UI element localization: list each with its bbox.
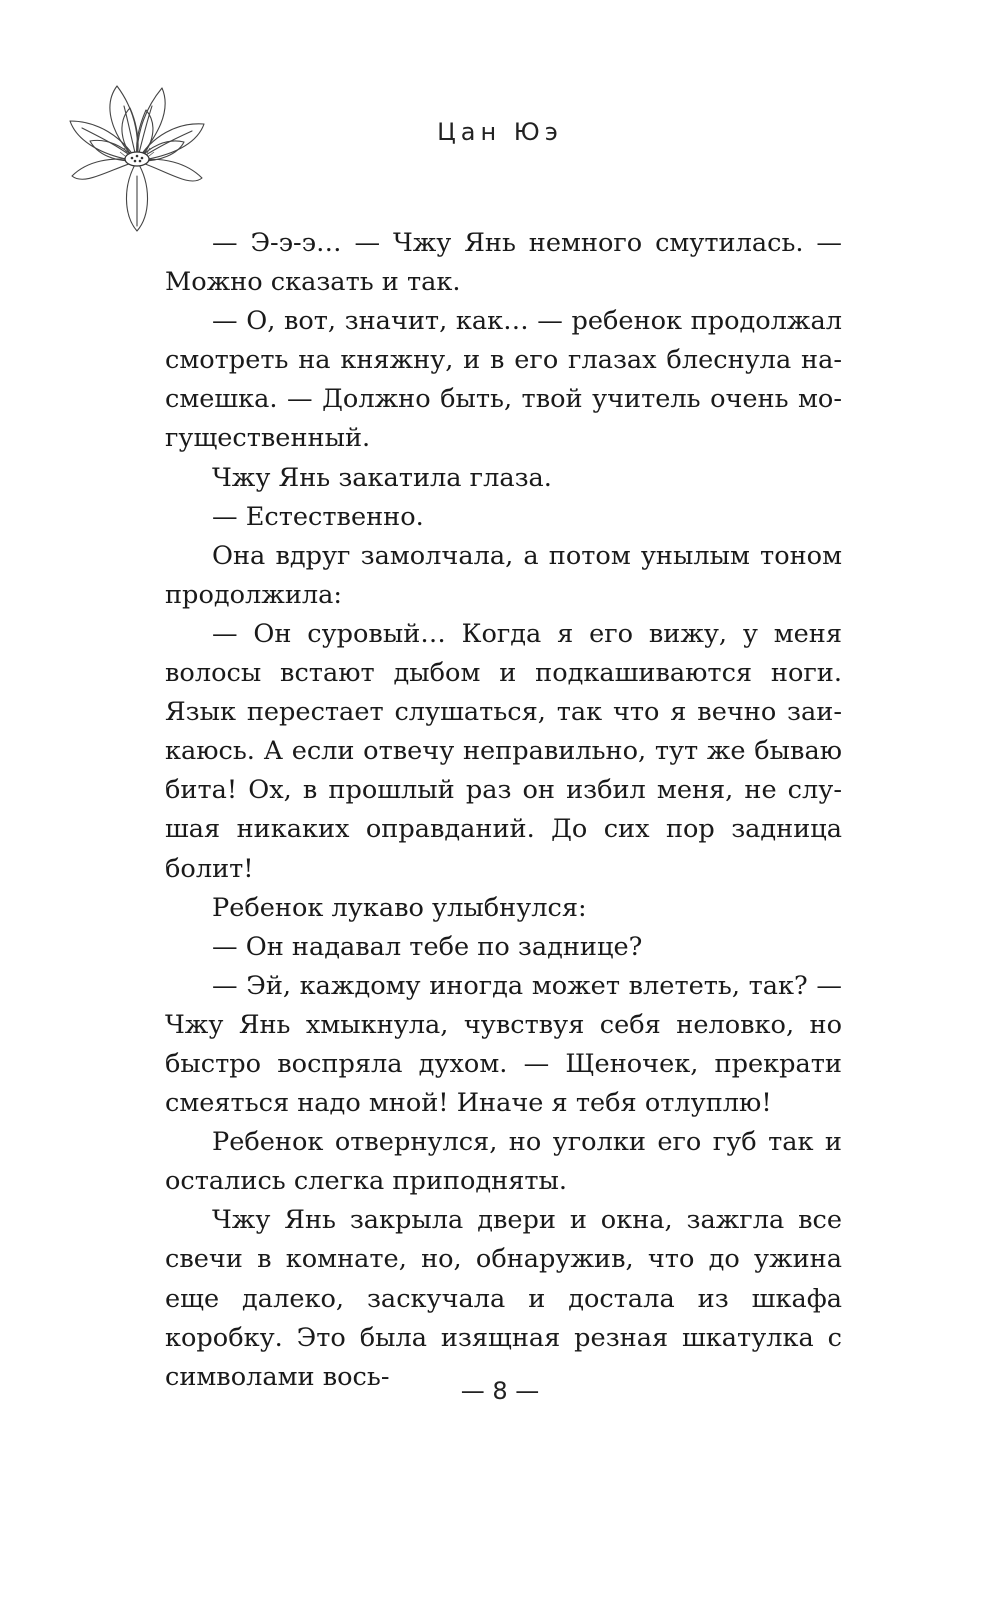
page-number: — 8 —: [460, 1377, 540, 1405]
paragraph: — Он суровый… Когда я его вижу, у меня волосы встают дыбом и подкашиваются ноги. Язык перестает слушаться, так что я вечно заикаюсь. А если отвечу неправильно, тут же бываю бита! Ох, в прошлый раз он избил меня, не слушая никаких оправданий. До сих пор задница болит!: [165, 618, 842, 884]
paragraph: Ребенок отвернулся, но уголки его губ так и остались слегка приподняты.: [165, 1127, 842, 1197]
paragraph: Чжу Янь закатила глаза.: [212, 462, 552, 493]
paragraph: — О, вот, значит, как… — ребенок продолжал смотреть на княжну, и в его глазах блеснула насмешка. — Должно быть, твой учитель очень могущественный.: [165, 306, 842, 454]
paragraph: — Естественно.: [212, 501, 424, 532]
paragraph: Ребенок лукаво улыбнулся:: [212, 892, 587, 923]
running-head-author: Цан Юэ: [437, 118, 563, 146]
paragraph: Она вдруг замолчала, а потом унылым тоном продолжила:: [165, 540, 842, 610]
paragraph: — Эй, каждому иногда может влететь, так? — Чжу Янь хмыкнула, чувствуя себя неловко, но быстро воспряла духом. — Щеночек, прекрати смеяться надо мной! Иначе я тебя отлуплю!: [165, 970, 842, 1119]
body-text: [165, 224, 842, 1397]
paragraph: — Э-э-э… — Чжу Янь немного смутилась. — Можно сказать и так.: [165, 228, 842, 298]
paragraph: — Он надавал тебе по заднице?: [212, 931, 643, 962]
paragraph: Чжу Янь закрыла двери и окна, зажгла все свечи в комнате, но, обнаружив, что до ужина еще далеко, заскучала и достала из шкафа коробку. Это была изящная резная шкатулка с символами вось-: [165, 1205, 842, 1392]
lotus-flower-icon: [62, 66, 212, 236]
